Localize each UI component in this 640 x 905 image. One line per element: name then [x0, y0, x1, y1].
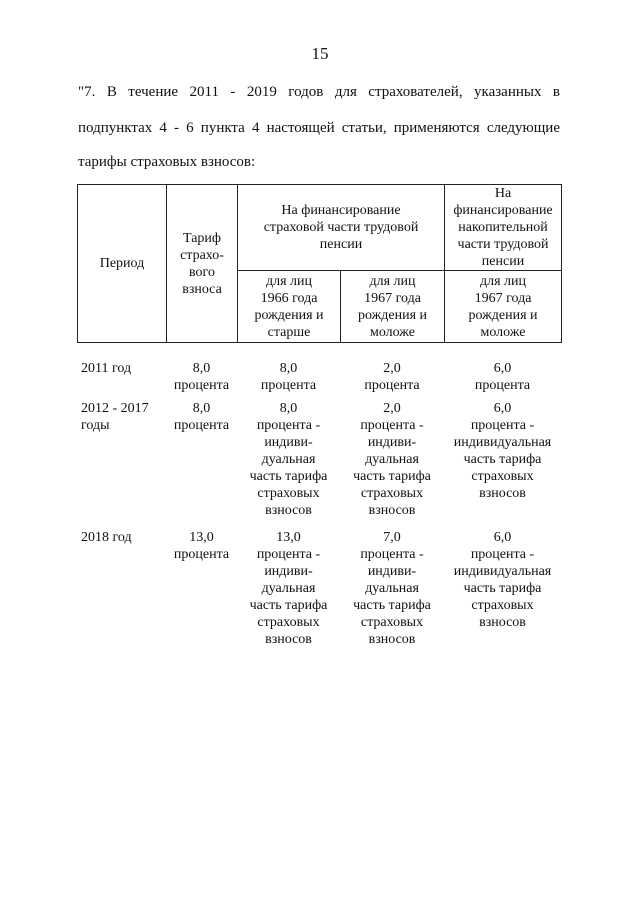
row-insurance-1967: 7,0 процента - индиви- дуальная часть тарифа страховых взносов	[353, 530, 431, 647]
row-tariff: 8,0 процента	[173, 401, 230, 433]
header-tariff: Тариф страхо- вого взноса	[167, 185, 238, 343]
row-period: 2012 - 2017 годы	[81, 401, 149, 433]
table-row	[77, 360, 561, 394]
intro-line-3: тарифы страховых взносов:	[78, 154, 256, 170]
row-tariff: 13,0 процента	[173, 530, 230, 562]
row-insurance-1967: 2,0 процента	[364, 361, 420, 393]
tariff-table-header	[77, 184, 562, 343]
header-period: Период	[78, 185, 167, 343]
row-funded-1967: 6,0 процента - индивидуальная часть тарифа страховых взносов	[453, 530, 552, 630]
row-period: 2011 год	[81, 361, 132, 376]
row-insurance-1966: 8,0 процента - индиви- дуальная часть тарифа страховых взносов	[249, 401, 328, 518]
tariff-table-body	[77, 360, 561, 648]
row-insurance-1966: 13,0 процента - индиви- дуальная часть тарифа страховых взносов	[249, 530, 328, 647]
header-sub-1967-younger-funded: для лиц 1967 года рождения и моложе	[445, 271, 562, 343]
header-funded-part: На финансирование накопительной части трудовой пенсии	[445, 185, 562, 271]
row-insurance-1967: 2,0 процента - индиви- дуальная часть тарифа страховых взносов	[353, 401, 431, 518]
row-funded-1967: 6,0 процента	[474, 361, 531, 393]
table-row	[77, 529, 561, 648]
table-row	[77, 400, 561, 519]
header-sub-1967-younger-insurance: для лиц 1967 года рождения и моложе	[341, 271, 445, 343]
header-sub-1966-older: для лиц 1966 года рождения и старше	[238, 271, 341, 343]
intro-line-1: "7. В течение 2011 - 2019 годов для страхователей, указанных в	[78, 84, 560, 100]
page-number: 15	[311, 44, 329, 63]
row-insurance-1966: 8,0 процента	[260, 361, 317, 393]
row-tariff: 8,0 процента	[173, 361, 230, 393]
header-insurance-part: На финансирование страховой части трудовой пенсии	[238, 185, 445, 271]
intro-line-2: подпунктах 4 - 6 пункта 4 настоящей статьи, применяются следующие	[78, 120, 560, 136]
row-period: 2018 год	[81, 530, 132, 545]
row-funded-1967: 6,0 процента - индивидуальная часть тарифа страховых взносов	[453, 401, 552, 501]
